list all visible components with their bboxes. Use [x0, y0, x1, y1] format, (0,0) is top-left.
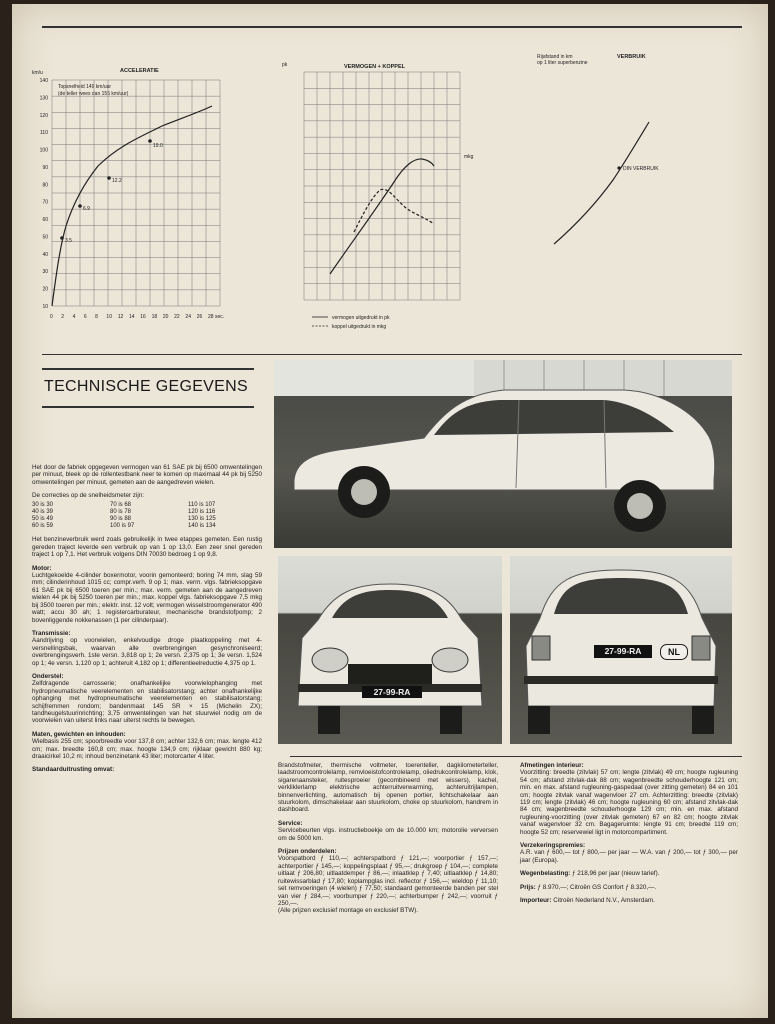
- prijs-heading: Prijs:: [520, 883, 536, 891]
- y-unit-left: pk: [282, 62, 288, 68]
- transmissie-heading: Transmissie:: [32, 629, 71, 637]
- motor-paragraph: Luchtgekoelde 4-cilinder boxermotor, voorin gemonteerd; boring 74 mm, slag 59 mm; cilinderinhoud 1015 cc; compr.verh. 9 op 1; max. verm. vlgs. fabrieksopgave 61 SAE pk bij 6500 toeren per min.; max. verm. gemeten aan de aangedreven wielen 44 pk bij 5250 toeren per min.; max. koppel vlgs. fabrieksopgave 7,5 mkg bij 3500 toeren per min.; elektr. inst. 12 volt; vermogen wisselstroomgenerator 490 watt; accu 30 ah; 1 registercarburateur, mechanische brandstofpomp; 2 bovenliggende nokkenassen (1 per cilinderpaar).: [32, 572, 262, 624]
- photo-bottom-rule: [290, 756, 742, 757]
- correction-cell: 90 is 88: [110, 516, 132, 523]
- standaard-heading: Standaarduitrusting omvat:: [32, 766, 115, 774]
- onderstel-paragraph: Zelfdragende carrosserie; onafhankelijke voorwielophanging met hydropneumatische veerelementen en stabilisatorstang; achter onafhankelijke ophanging met hydropneumatische veerelementen en stabilisatorstang; schijfremmen rondom; bandenmaat 145 SR × 15 (Michelin ZX); tandheugelstuurinrichting; 3,75 omwentelingen van het stuurwiel nodig om de voorwielen van uiterst links naar uiterst rechts te bewegen.: [32, 680, 262, 725]
- prijzen-paragraph: Voorspatbord ƒ 110,—; achterspatbord ƒ 121,—; voorportier ƒ 157,—; achterportier ƒ 145,—; koppelingsplaat ƒ 95,—; drukgroep ƒ 104,—; complete uitlaat ƒ 206,80; uitlaatdemper ƒ 86,—; inlaatklep ƒ 7,40; uitlaatklep ƒ 14,80; ruitewissarblad ƒ 17,80; koplampglas incl. reflector ƒ 156,—; wieldop ƒ 11,10; set remvoeringen (4 wielen) ƒ 77,50; standaard gemonteerde banden per stel van vier ƒ 284,—; voorbumper ƒ 220,—; achterbumper ƒ 242,—; voorruit ƒ 250,—.: [278, 855, 498, 907]
- prijzen-note: (Alle prijzen exclusief montage en exclusief BTW).: [278, 907, 418, 915]
- acceleratie-curve: [52, 106, 212, 306]
- magazine-page: [12, 4, 768, 1018]
- point-label: 6.9: [83, 206, 90, 212]
- x-tick-label: 20: [162, 314, 169, 320]
- koppel-curve: [354, 189, 434, 232]
- x-tick-label: 0: [50, 314, 53, 320]
- rear-license-plate: 27-99-RA: [594, 645, 652, 658]
- intro-paragraph: Het door de fabriek opgegeven vermogen van 61 SAE pk bij 6500 omwentelingen per minuut, bleek op de rollentestbank neer te komen op maximaal 44 pk bij 5250 omwentelingen per minuut, gemeten aan de aangedreven wielen.: [32, 464, 262, 486]
- correction-cell: 40 is 39: [32, 508, 54, 515]
- heading-rule-bottom: [42, 406, 254, 408]
- prijzen-heading: Prijzen onderdelen:: [278, 848, 337, 856]
- data-point: [148, 139, 152, 143]
- x-tick-label: 14: [129, 314, 135, 320]
- y-tick-label: 20: [42, 286, 48, 293]
- x-tick-label: 12: [117, 314, 124, 320]
- importeur-value: Citroën Nederland N.V., Amsterdam.: [553, 897, 655, 905]
- left-text-column: [32, 464, 262, 774]
- maten-paragraph: Wielbasis 255 cm; spoorbreedte voor 137,8 cm; achter 132,6 cm; max. lengte 412 cm; max. breedte 160,8 cm; max. hoogte 134,9 cm; rijklaar gewicht 880 kg; draaicirkel 10,2 m; inhoud benzinetank 43 liter; motorcarter 4 liter.: [32, 738, 262, 760]
- data-point: [78, 204, 82, 208]
- point-label: 12.2: [112, 178, 122, 184]
- service-paragraph: Servicebeurten vlgs. instructieboekje om de 10.000 km; motorolie verversen om de 5000 km.: [278, 827, 498, 842]
- y-tick-label: 90: [42, 164, 48, 171]
- top-rule: [42, 26, 742, 28]
- standaard-paragraph: Brandstofmeter, thermische voltmeter, toerenteller, dagkilometerteller, laadstroomcontrolelamp, remvloeistofcontrolelamp, oliedrukcontrolelamp, klok, sigarenaansteker, ruitesproeier (gecombineerd met wissers), kachel, verkliklerlamp elektrische achterruitverwarming, achteruitrijlampen, binnenverlichting, automatisch bij openen portier, lichtschakelaar aan stuurkolom, dimschakelaar aan stuurkolom, choke op stuurkolom, handrem in dashboard.: [278, 762, 498, 814]
- din-label: DIN VERBRUIK: [623, 166, 659, 172]
- point-label: 3.5: [65, 238, 72, 244]
- legend-vermogen: vermogen uitgedrukt in pk: [332, 315, 390, 321]
- chart-title: ACCELERATIE: [120, 68, 159, 74]
- chart-title: VERBRUIK: [617, 54, 646, 60]
- y-tick-label: 30: [42, 269, 48, 276]
- x-tick-label: 26: [196, 314, 203, 320]
- y-tick-label: 40: [42, 251, 48, 258]
- prijs-value: ƒ 8.970,—; Citroën GS Confort ƒ 8.320,—.: [537, 883, 657, 891]
- car-rear-photo: [510, 556, 732, 744]
- prijs-line: [520, 884, 738, 891]
- data-point: [60, 236, 64, 240]
- y-unit-right: mkg: [464, 154, 474, 160]
- x-tick-label: 18: [151, 314, 158, 320]
- y-tick-label: 60: [42, 217, 48, 224]
- x-tick-label: 6: [83, 314, 87, 320]
- correction-cell: 30 is 30: [32, 501, 54, 508]
- chart-note-1: Topsnelheid 149 km/uur: [58, 84, 112, 90]
- correction-cell: 120 is 116: [188, 508, 216, 515]
- y-tick-label: 130: [39, 95, 48, 102]
- chart-note-2: (de teller wees dan 155 km/uur): [58, 91, 129, 97]
- y-tick-label: 120: [39, 112, 48, 119]
- y-tick-label: 140: [39, 78, 48, 84]
- importeur-line: [520, 897, 738, 904]
- y-tick-label: 110: [40, 130, 48, 137]
- y-tick-label: 70: [42, 199, 48, 206]
- heading-rule-top: [42, 368, 254, 370]
- din-point: [617, 166, 620, 169]
- y-tick-label: 80: [42, 182, 48, 189]
- correction-cell: 140 is 134: [188, 523, 216, 530]
- x-tick-label: 28 sec.: [208, 314, 225, 320]
- transmissie-paragraph: Aandrijving op voorwielen, enkelvoudige droge plaatkoppeling met 4-versnellingsbak, waarvan alle overbrengingen gesynchroniseerd; overbrengingsverh. 1ste versn. 3,818 op 1; 2e versn. 2,375 op 1; 3e versn. 1,524 op 1; 4e versn. 1,120 op 1; achteruit 4,182 op 1; differentieelreductie 4,375 op 1.: [32, 637, 262, 667]
- verbruik-curve: [554, 122, 649, 244]
- chart-title: VERMOGEN + KOPPEL: [344, 64, 405, 70]
- verbruik-chart: [537, 52, 742, 317]
- x-tick-label: 16: [140, 314, 146, 320]
- legend-koppel: koppel uitgedrukt in mkg: [332, 324, 387, 330]
- afmetingen-paragraph: Voorzitting: breedte (zitvlak) 57 cm; lengte (zitvlak) 49 cm; hoogte rugleuning 54 cm; afstand zitvlak-dak 88 cm; wagenbreedte schouderhoogte 121 cm; min. en max. afstand rugleuning-gaspedaal (over zitting gemeten) 84 en 101 cm; hoogte zitvlak vanaf wagenvloer 27 cm. Achterzitting: breedte (zitvlak) 119 cm; lengte (zitvlak) 46 cm; hoogte rugleuning 60 cm; afstand zitvlak-dak 84 cm; wagenbreedte schouderhoogte 129 cm; min. en max. afstand rugleuning-voorzitting (over zitvlak gemeten) 67 en 82 cm; hoogte zitvlak vanaf wagenvloer 32 cm. Bagageruimte: lengte 91 cm; breedte 119 cm; hoogte 52 cm; reservewiel ligt in motorcompartiment.: [520, 769, 738, 836]
- x-tick-label: 4: [72, 314, 76, 320]
- correction-cell: 80 is 78: [110, 508, 132, 515]
- y-unit: km/u: [32, 70, 43, 76]
- car-front-photo: [278, 556, 502, 744]
- point-label: 19.0: [153, 143, 163, 149]
- correction-cell: 60 is 59: [32, 523, 54, 530]
- middle-text-column: [278, 762, 498, 921]
- afmetingen-heading: Afmetingen interieur:: [520, 762, 584, 769]
- corrections-intro: De correcties op de snelheidsmeter zijn:: [32, 492, 144, 500]
- right-text-column: [520, 762, 738, 911]
- correction-cell: 50 is 49: [32, 516, 54, 523]
- x-tick-label: 8: [95, 314, 98, 320]
- front-license-plate: 27-99-RA: [362, 686, 422, 698]
- section-title: TECHNISCHE GEGEVENS: [44, 378, 248, 395]
- chart-subtitle-1: Rijafstand in km: [537, 54, 573, 60]
- verzekering-paragraph: A.R. van ƒ 600,— tot ƒ 800,— per jaar — W.A. van ƒ 200,— tot ƒ 300,— per jaar (Europa).: [520, 849, 738, 864]
- correction-cell: 70 is 68: [110, 501, 132, 508]
- y-tick-label: 10: [42, 304, 48, 310]
- maten-heading: Maten, gewichten en inhouden:: [32, 730, 126, 738]
- correction-cell: 110 is 107: [188, 501, 216, 508]
- verzekering-heading: Verzekeringspremies:: [520, 842, 586, 850]
- car-side-photo: [274, 360, 732, 548]
- wegenbelasting-value: ƒ 218,96 per jaar (nieuw tarief).: [572, 870, 660, 878]
- corrections-table: [32, 502, 262, 531]
- chart-subtitle-2: op 1 liter superbenzine: [537, 60, 588, 66]
- x-tick-label: 24: [185, 314, 191, 320]
- x-tick-label: 22: [174, 314, 180, 320]
- wegenbelasting-heading: Wegenbelasting:: [520, 870, 571, 878]
- importeur-heading: Importeur:: [520, 897, 552, 905]
- service-heading: Service:: [278, 819, 303, 827]
- onderstel-heading: Onderstel:: [32, 672, 64, 680]
- x-tick-label: 2: [61, 314, 65, 320]
- correction-cell: 130 is 125: [188, 516, 216, 523]
- x-tick-label: 10: [106, 314, 112, 320]
- data-point: [107, 176, 111, 180]
- nl-badge: NL: [660, 644, 688, 660]
- correction-cell: 100 is 97: [110, 523, 135, 530]
- fuel-paragraph: Het benzineverbruik werd zoals gebruikelijk in twee etappes gemeten. Een rustig gereden traject leverde een verbruik op van 1 op 13,0. Een zeer snel gereden traject 1 op 7,1. Het verbruik volgens DIN 70030 bedroeg 1 op 9,8.: [32, 536, 262, 559]
- section-divider: [42, 354, 742, 355]
- acceleratie-chart: [32, 66, 232, 321]
- motor-heading: Motor:: [32, 564, 52, 572]
- y-tick-label: 50: [42, 234, 48, 241]
- wegenbelasting-line: [520, 870, 738, 877]
- vermogen-koppel-chart: [282, 62, 482, 342]
- y-tick-label: 100: [39, 147, 48, 154]
